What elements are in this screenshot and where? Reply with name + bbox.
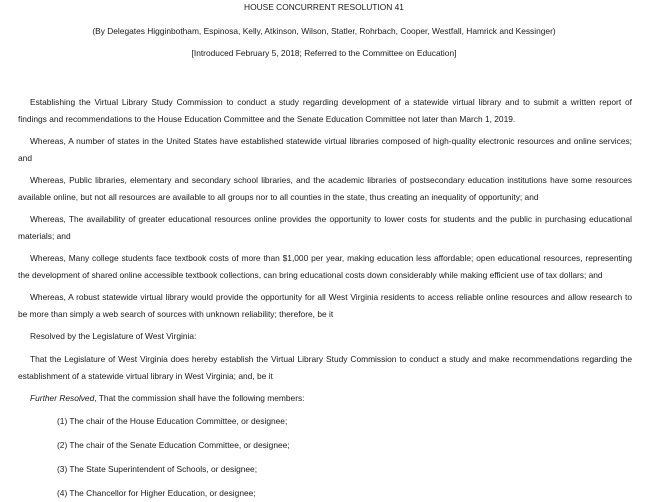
line: Whereas, Many college students face textbook costs of more than $1,000 per year, making education less affordable; open educational resources, representing (30, 253, 632, 263)
paragraph-whereas-4 (18, 250, 632, 284)
line: Whereas, The availability of greater educational resources online provides the opportunity to lower costs for students and the public in purchasing educational (30, 214, 632, 224)
paragraph-further-resolved (18, 390, 632, 407)
further-resolved-label: Further Resolved (30, 393, 95, 403)
member-item: (4) The Chancellor for Higher Education, or designee; (57, 488, 256, 498)
member-item: (3) The State Superintendent of Schools, or designee; (57, 464, 258, 474)
paragraph-purpose (18, 94, 632, 128)
paragraph-whereas-5 (18, 289, 632, 323)
paragraph-whereas-1 (18, 133, 632, 167)
line (18, 390, 632, 407)
line: be more than simply a web search of sources with unknown reliability; therefore, be it (18, 309, 334, 319)
paragraph-establish (18, 351, 632, 385)
line: available online, but not all resources are available to all groups nor to all counties in the state, thus creating an inequality of opportunity; and (18, 192, 539, 202)
document-title: HOUSE CONCURRENT RESOLUTION 41 (244, 2, 404, 12)
member-item: (1) The chair of the House Education Committee, or designee; (57, 416, 288, 426)
paragraph-whereas-2 (18, 172, 632, 206)
further-resolved-text: , That the commission shall have the following members: (94, 393, 305, 403)
line: and (18, 153, 32, 163)
sponsors-line: (By Delegates Higginbotham, Espinosa, Kelly, Atkinson, Wilson, Statler, Rohrbach, Cooper, Westfall, Hamrick and Kessinger) (92, 26, 556, 36)
line: Establishing the Virtual Library Study Commission to conduct a study regarding development of a statewide virtual library and to submit a written report of (30, 97, 632, 107)
line: findings and recommendations to the House Education Committee and the Senate Education Committee not later than March 1, 2019. (18, 114, 516, 124)
introduced-line: [Introduced February 5, 2018; Referred to the Committee on Education] (191, 48, 457, 58)
line: Whereas, A robust statewide virtual library would provide the opportunity for all West Virginia residents to access reliable online resources and allow research to (30, 292, 632, 302)
line: materials; and (18, 231, 71, 241)
line: That the Legislature of West Virginia does hereby establish the Virtual Library Study Commission to conduct a study and make recommendations regarding the (30, 354, 632, 364)
line: Whereas, Public libraries, elementary and secondary school libraries, and the academic libraries of postsecondary education institutions have some resources (30, 175, 632, 185)
line: Resolved by the Legislature of West Virginia: (30, 331, 197, 341)
line: Whereas, A number of states in the United States have established statewide virtual libraries composed of high-quality electronic resources and online services; (30, 136, 632, 146)
line: establishment of a statewide virtual library in West Virginia; and, be it (18, 371, 273, 381)
member-item: (2) The chair of the Senate Education Committee, or designee; (57, 440, 290, 450)
paragraph-whereas-3 (18, 211, 632, 245)
paragraph-resolved (18, 328, 632, 345)
line: the development of shared online accessible textbook collections, can bring educational costs down considerably while making efficient use of tax dollars; and (18, 270, 603, 280)
